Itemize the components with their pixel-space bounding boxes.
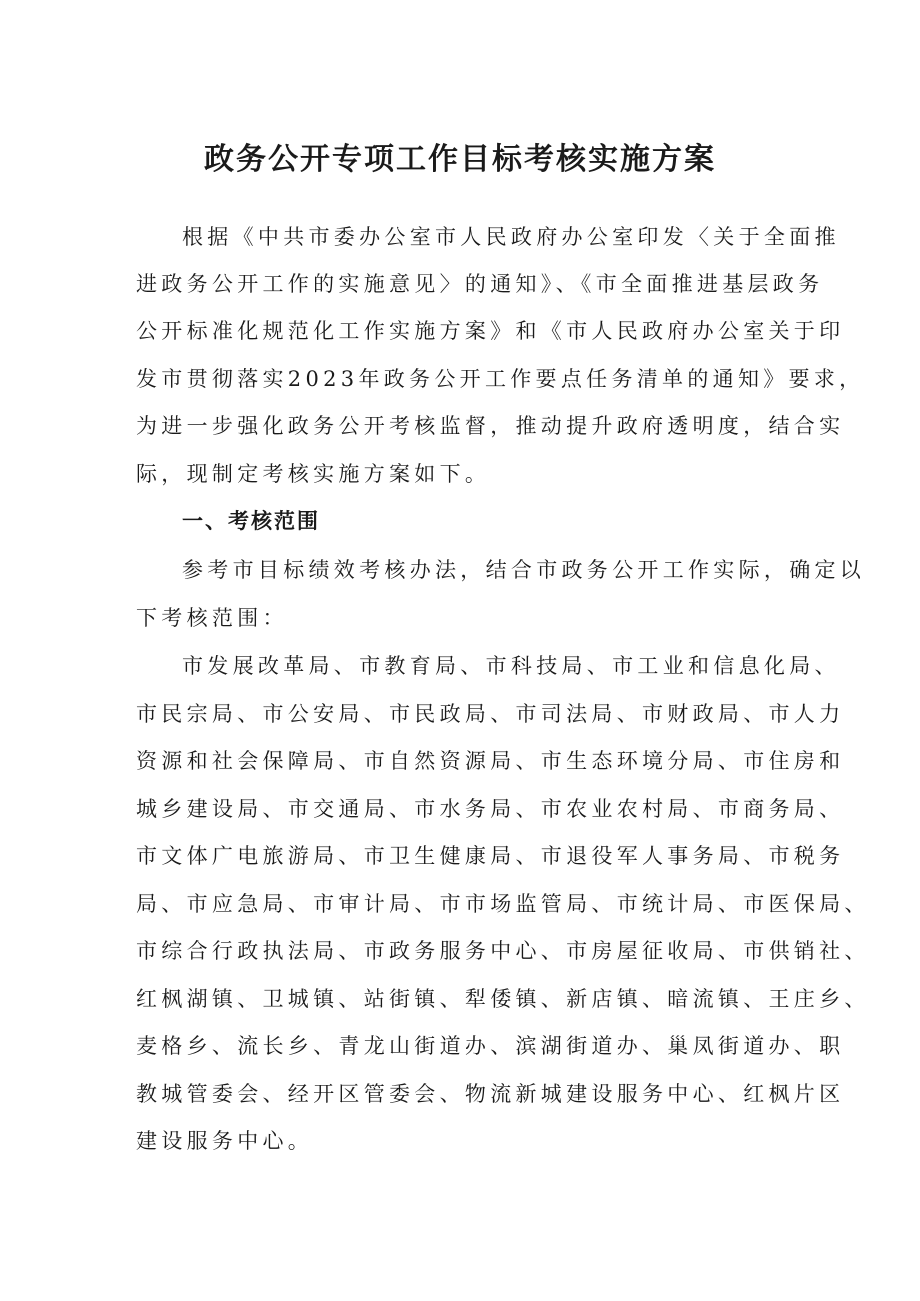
intro-line: 进政务公开工作的实施意见〉的通知》、《市全面推进基层政务 [136, 272, 824, 296]
unit-list-line: 麦格乡、流长乡、青龙山街道办、滨湖街道办、巢凤街道办、职 [136, 1034, 845, 1058]
unit-list-line: 建设服务中心。 [136, 1129, 314, 1153]
intro-line: 公开标准化规范化工作实施方案》和《市人民政府办公室关于印 [136, 319, 845, 343]
unit-list-line: 局、市应急局、市审计局、市市场监管局、市统计局、市医保局、 [136, 892, 870, 916]
section-heading: 一、考核范围 [182, 509, 320, 533]
intro-line: 发市贯彻落实2023年政务公开工作要点任务清单的通知》要求， [136, 367, 865, 391]
section-paragraph-line: 下考核范围： [136, 606, 288, 630]
intro-line: 根据《中共市委办公室市人民政府办公室印发〈关于全面推 [182, 225, 840, 249]
unit-list-line: 市发展改革局、市教育局、市科技局、市工业和信息化局、 [182, 654, 840, 678]
unit-list-line: 红枫湖镇、卫城镇、站街镇、犁倭镇、新店镇、暗流镇、王庄乡、 [136, 987, 870, 1011]
intro-line: 际，现制定考核实施方案如下。 [136, 462, 491, 486]
unit-list-line: 市综合行政执法局、市政务服务中心、市房屋征收局、市供销社、 [136, 939, 870, 963]
unit-list-line: 市文体广电旅游局、市卫生健康局、市退役军人事务局、市税务 [136, 844, 845, 868]
unit-list-line: 资源和社会保障局、市自然资源局、市生态环境分局、市住房和 [136, 749, 845, 773]
section-paragraph-line: 参考市目标绩效考核办法，结合市政务公开工作实际，确定以 [182, 558, 866, 582]
unit-list-line: 城乡建设局、市交通局、市水务局、市农业农村局、市商务局、 [136, 797, 845, 821]
unit-list-line: 市民宗局、市公安局、市民政局、市司法局、市财政局、市人力 [136, 702, 845, 726]
intro-line: 为进一步强化政务公开考核监督，推动提升政府透明度，结合实 [136, 414, 845, 438]
unit-list-line: 教城管委会、经开区管委会、物流新城建设服务中心、红枫片区 [136, 1082, 845, 1106]
document-title: 政务公开专项工作目标考核实施方案 [204, 142, 716, 177]
